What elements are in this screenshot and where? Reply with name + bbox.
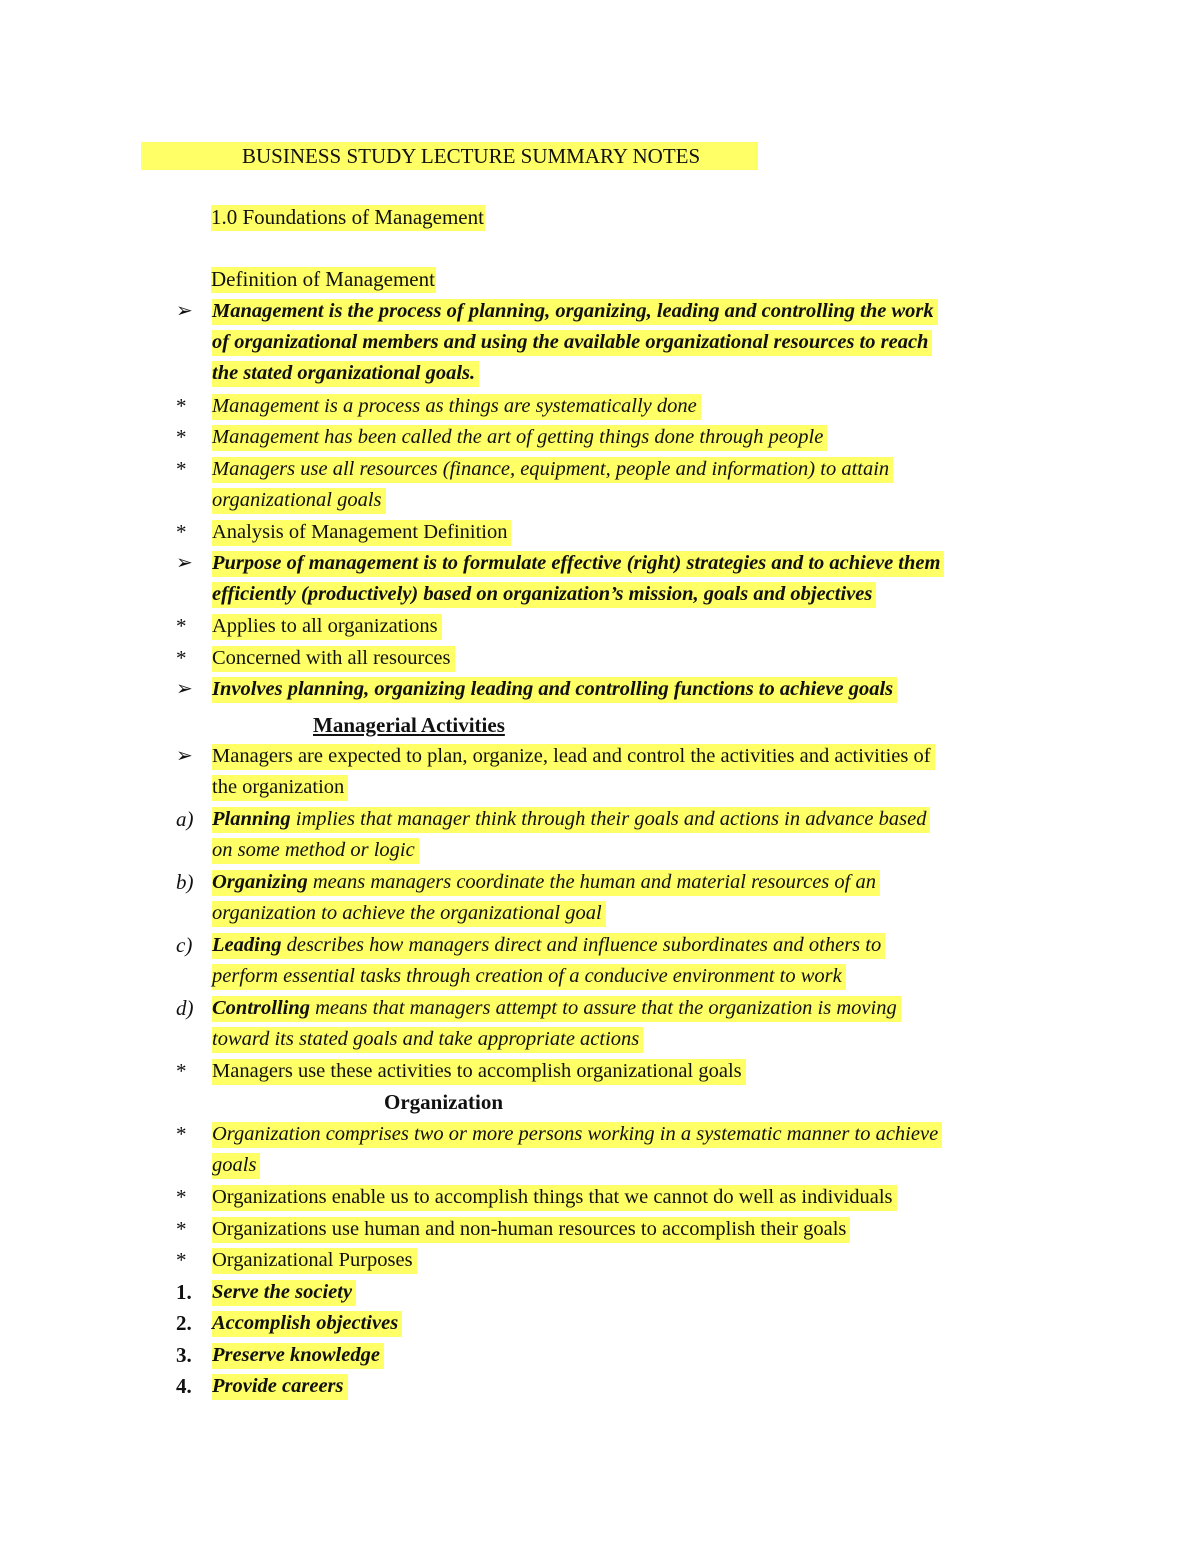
bullet-marker: * <box>176 1185 187 1209</box>
list-item-text: of organizational members and using the available organizational resources to reach <box>212 330 932 356</box>
bullet-marker: d) <box>176 996 194 1020</box>
list-item-text: goals <box>212 1153 260 1179</box>
list-item-text: Organizations enable us to accomplish things that we cannot do well as individuals <box>212 1185 897 1211</box>
bullet-marker: * <box>176 1059 187 1083</box>
list-item-text: Managers are expected to plan, organize, lead and control the activities and activities of <box>212 744 935 770</box>
list-item-text: Involves planning, organizing leading and controlling functions to achieve goals <box>212 677 897 703</box>
bullet-marker: 2. <box>176 1311 192 1335</box>
bullet-marker: 4. <box>176 1374 192 1398</box>
list-item-text: perform essential tasks through creation of a conducive environment to work <box>212 964 846 990</box>
list-item-text-rest: means that managers attempt to assure that the organization is moving <box>310 997 897 1019</box>
managerial-activities-heading-text: Managerial Activities <box>313 713 505 737</box>
bullet-marker: * <box>176 393 187 418</box>
bullet-marker: * <box>176 645 187 670</box>
section-heading <box>211 204 485 230</box>
list-item-text: Organizations use human and non-human resources to accomplish their goals <box>212 1217 850 1243</box>
definition-heading <box>211 266 436 292</box>
bullet-marker: * <box>176 1248 187 1272</box>
list-item-text: Organization comprises two or more persons working in a systematic manner to achieve <box>212 1122 942 1148</box>
list-item-text: the organization <box>212 775 348 801</box>
list-item-text: toward its stated goals and take appropriate actions <box>212 1027 643 1053</box>
list-item-text: Management is the process of planning, organizing, leading and controlling the work <box>212 299 938 325</box>
arrow-bullet-icon: ➢ <box>176 300 193 322</box>
list-item-text: Provide careers <box>212 1374 348 1400</box>
list-item-text: Management has been called the art of getting things done through people <box>212 425 827 451</box>
list-item-text: Managers use these activities to accomplish organizational goals <box>212 1059 746 1085</box>
bullet-marker: c) <box>176 933 193 957</box>
organization-heading-text: Organization <box>384 1090 503 1114</box>
list-item-text <box>212 996 901 1022</box>
definition-heading-text: Definition of Management <box>211 267 435 291</box>
bullet-marker: 1. <box>176 1279 192 1304</box>
list-item-text: organization to achieve the organizational goal <box>212 901 606 927</box>
list-item-lead: Organizing <box>212 871 308 893</box>
list-item-text-rest: means managers coordinate the human and material resources of an <box>307 871 876 893</box>
list-item-text: organizational goals <box>212 488 386 514</box>
list-item-lead: Controlling <box>212 997 310 1019</box>
list-item-lead: Leading <box>212 934 282 956</box>
bullet-marker: b) <box>176 870 194 894</box>
list-item-text: on some method or logic <box>212 838 419 864</box>
document-title: BUSINESS STUDY LECTURE SUMMARY NOTES <box>242 144 701 168</box>
list-item-text-rest: describes how managers direct and influence subordinates and others to <box>281 934 882 956</box>
bullet-marker: * <box>176 425 187 449</box>
list-item-text: Purpose of management is to formulate effective (right) strategies and to achieve them <box>212 551 944 577</box>
list-item-text <box>212 807 930 833</box>
list-item-text: Analysis of Management Definition <box>212 520 511 546</box>
bullet-marker: * <box>176 614 187 638</box>
bullet-marker: * <box>176 519 187 544</box>
list-item-text: Applies to all organizations <box>212 614 442 640</box>
arrow-bullet-icon: ➢ <box>176 678 193 700</box>
bullet-marker: * <box>176 1216 187 1241</box>
bullet-marker: a) <box>176 807 194 831</box>
list-item-text <box>212 870 880 896</box>
bullet-marker: * <box>176 456 187 481</box>
list-item-text: the stated organizational goals. <box>212 361 479 387</box>
list-item-text: Organizational Purposes <box>212 1248 417 1274</box>
list-item-text: Managers use all resources (finance, equipment, people and information) to attain <box>212 457 893 483</box>
list-item-text-rest: implies that manager think through their goals and actions in advance based <box>290 808 927 830</box>
list-item-text: Serve the society <box>212 1280 356 1306</box>
list-item-text: Management is a process as things are systematically done <box>212 394 701 420</box>
section-heading-text: 1.0 Foundations of Management <box>211 205 484 229</box>
bullet-marker: * <box>176 1122 187 1146</box>
list-item-lead: Planning <box>212 808 291 830</box>
arrow-bullet-icon: ➢ <box>176 552 193 574</box>
list-item-text <box>212 933 885 959</box>
arrow-bullet-icon: ➢ <box>176 745 193 767</box>
list-item-text: Concerned with all resources <box>212 646 455 672</box>
list-item-text: efficiently (productively) based on organization’s mission, goals and objectives <box>212 582 876 608</box>
list-item-text: Accomplish objectives <box>212 1311 402 1337</box>
list-item-text: Preserve knowledge <box>212 1343 384 1369</box>
bullet-marker: 3. <box>176 1342 192 1367</box>
